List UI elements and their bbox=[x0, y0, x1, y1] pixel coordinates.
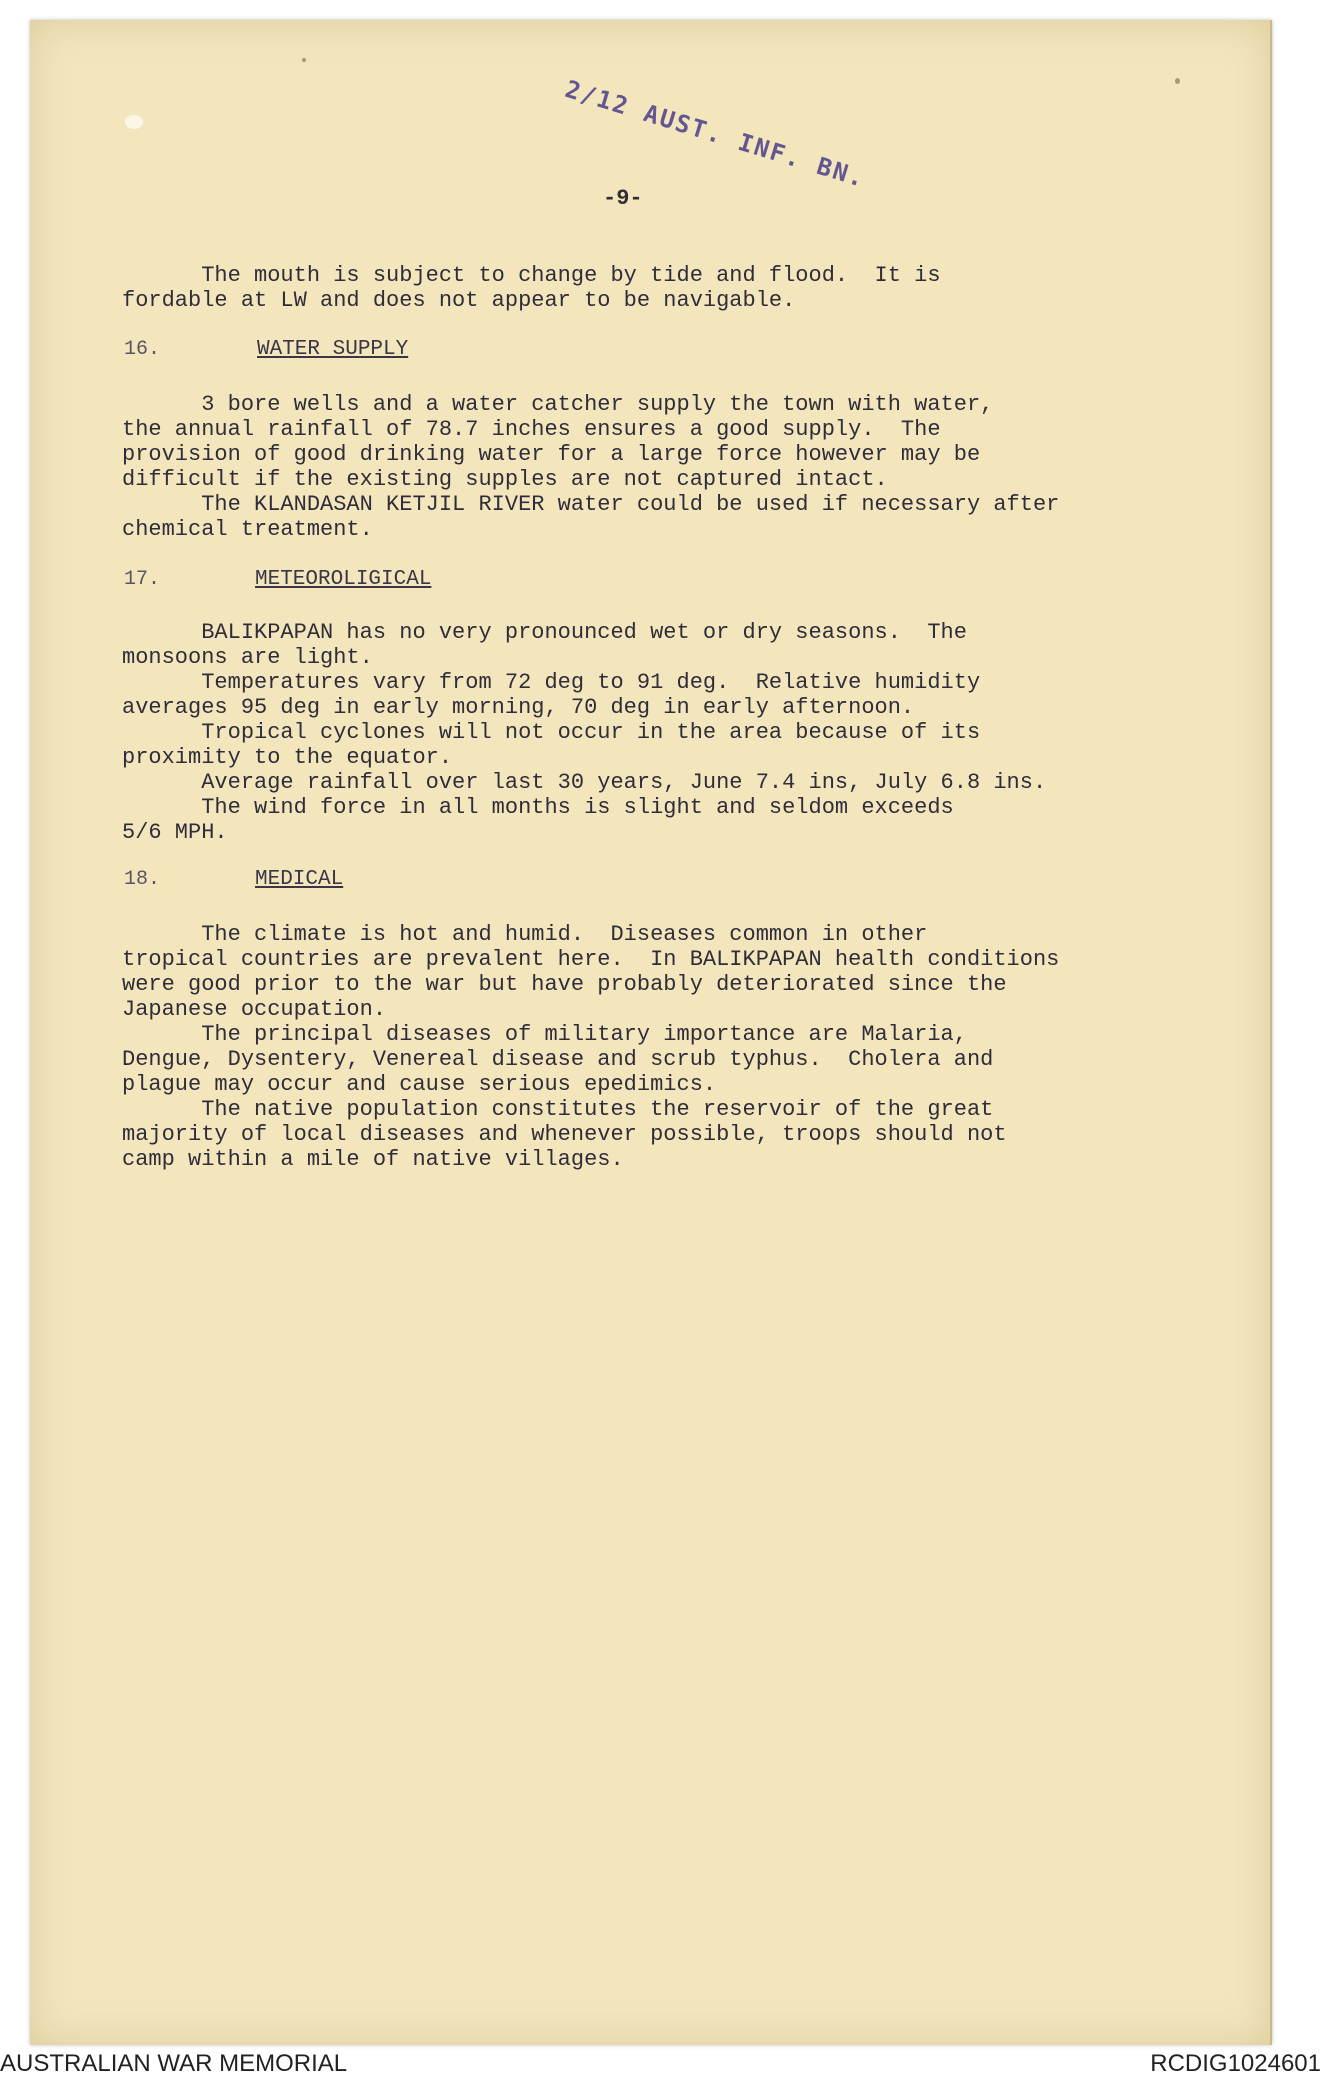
section-line: provision of good drinking water for a large force however may be bbox=[122, 442, 981, 467]
section-line: tropical countries are prevalent here. In BALIKPAPAN health conditions bbox=[122, 947, 1060, 972]
footer-source-label: AUSTRALIAN WAR MEMORIAL bbox=[0, 2050, 348, 2077]
section-number: 16. bbox=[124, 338, 161, 361]
unit-stamp: 2/12 AUST. INF. BN. bbox=[561, 75, 869, 194]
paper-hole bbox=[125, 115, 143, 129]
section-line: Dengue, Dysentery, Venereal disease and scrub typhus. Cholera and bbox=[122, 1047, 994, 1072]
paper-speck bbox=[302, 58, 306, 62]
section-line: Japanese occupation. bbox=[122, 997, 387, 1022]
section-line: 5/6 MPH. bbox=[122, 820, 228, 845]
section-heading: WATER SUPPLY bbox=[257, 338, 409, 361]
page-number: -9- bbox=[603, 186, 643, 211]
section-line: camp within a mile of native villages. bbox=[122, 1147, 624, 1172]
footer-record-id: RCDIG1024601 bbox=[1150, 2050, 1321, 2077]
intro-line: The mouth is subject to change by tide and flood. It is bbox=[122, 263, 941, 288]
section-line: proximity to the equator. bbox=[122, 745, 453, 770]
section-line: The KLANDASAN KETJIL RIVER water could be used if necessary after bbox=[122, 492, 1060, 517]
section-line: the annual rainfall of 78.7 inches ensures a good supply. The bbox=[122, 417, 941, 442]
section-line: Average rainfall over last 30 years, June 7.4 ins, July 6.8 ins. bbox=[122, 770, 1047, 795]
section-line: Tropical cyclones will not occur in the area because of its bbox=[122, 720, 981, 745]
section-heading: METEOROLIGICAL bbox=[255, 568, 432, 591]
section-number: 17. bbox=[124, 568, 161, 591]
section-line: The native population constitutes the reservoir of the great bbox=[122, 1097, 994, 1122]
section-line: difficult if the existing supples are not captured intact. bbox=[122, 467, 888, 492]
section-line: monsoons are light. bbox=[122, 645, 373, 670]
section-line: plague may occur and cause serious epedimics. bbox=[122, 1072, 717, 1097]
section-line: The wind force in all months is slight and seldom exceeds bbox=[122, 795, 954, 820]
section-line: majority of local diseases and whenever possible, troops should not bbox=[122, 1122, 1007, 1147]
section-line: were good prior to the war but have probably deteriorated since the bbox=[122, 972, 1007, 997]
intro-line: fordable at LW and does not appear to be navigable. bbox=[122, 288, 796, 313]
section-line: BALIKPAPAN has no very pronounced wet or dry seasons. The bbox=[122, 620, 967, 645]
section-line: Temperatures vary from 72 deg to 91 deg. Relative humidity bbox=[122, 670, 981, 695]
section-line: 3 bore wells and a water catcher supply the town with water, bbox=[122, 392, 994, 417]
paper-speck bbox=[1175, 78, 1180, 84]
section-line: The principal diseases of military importance are Malaria, bbox=[122, 1022, 967, 1047]
section-number: 18. bbox=[124, 868, 161, 891]
section-line: chemical treatment. bbox=[122, 517, 373, 542]
section-heading: MEDICAL bbox=[255, 868, 344, 891]
section-line: The climate is hot and humid. Diseases common in other bbox=[122, 922, 928, 947]
section-line: averages 95 deg in early morning, 70 deg in early afternoon. bbox=[122, 695, 915, 720]
